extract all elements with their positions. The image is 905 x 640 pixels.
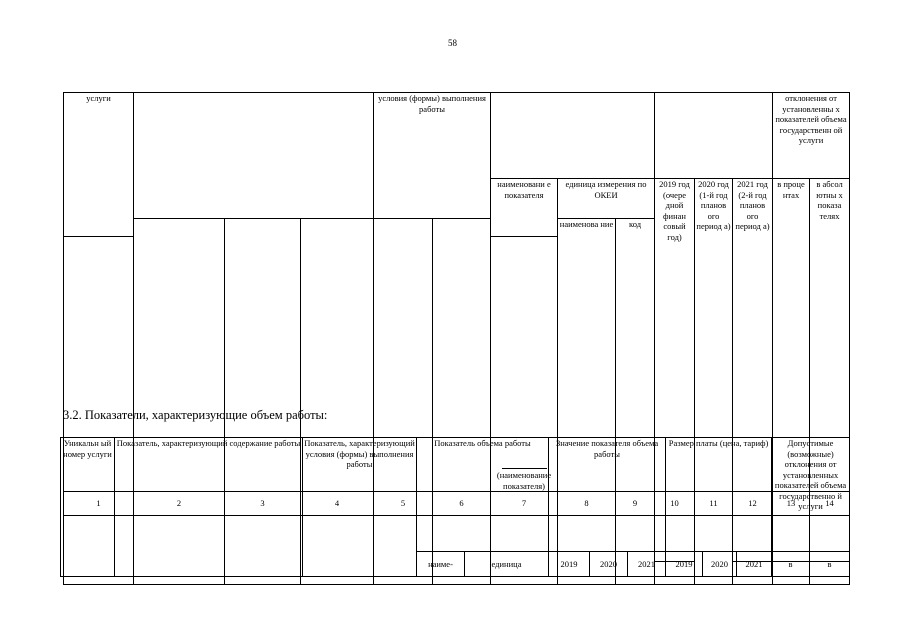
header-unit-code: код [616, 219, 655, 492]
section-title: 3.2. Показатели, характеризующие объем работы: [63, 408, 328, 422]
subheader-2020b: 2020 [703, 552, 737, 577]
header-value: Значение показателя объема работы [549, 438, 666, 552]
col-num-3: 3 [225, 492, 301, 516]
subheader-unit: единица [465, 552, 549, 577]
subheader-2-text: (наименование показателя) [496, 470, 552, 491]
col-num-1: 1 [64, 492, 134, 516]
header-indicator-name: наименовани е показателя [491, 179, 558, 237]
header-values-group [655, 93, 773, 179]
work-volume-table [60, 437, 850, 577]
subheader-2021b: 2021 [737, 552, 772, 577]
header-unit-name: наименова ние [558, 219, 616, 492]
header-2021: 2021 год (2-й год планов ого период а) [733, 179, 773, 492]
header-indicator-group [491, 93, 655, 179]
col-num-6: 6 [433, 492, 491, 516]
header-service: услуги [64, 93, 134, 237]
col-num-10: 10 [655, 492, 695, 516]
col-num-7: 7 [491, 492, 558, 516]
page-number: 58 [448, 38, 457, 48]
col-num-14: 14 [810, 492, 850, 516]
col-num-8: 8 [558, 492, 616, 516]
subheader-name: наиме- [417, 552, 465, 577]
header-content-group [134, 93, 374, 219]
header-conditions: условия (формы) выполнения работы [374, 93, 491, 219]
col-num-4: 4 [301, 492, 374, 516]
subheader-2019a: 2019 [549, 552, 590, 577]
header-percent: в проце нтах [773, 179, 810, 492]
subheader-v2: в [810, 552, 850, 577]
header-absolute: в абсол ютны х показа телях [810, 179, 850, 492]
col-num-9: 9 [616, 492, 655, 516]
subheader-2019b: 2019 [666, 552, 703, 577]
col-num-12: 12 [733, 492, 773, 516]
header-deviations: отклонения от установленны х показателей объема государственн ой услуги [773, 93, 850, 179]
col-num-11: 11 [695, 492, 733, 516]
header-conditions: Показатель, характеризующий условия (формы) выполнения работы [303, 438, 417, 577]
col-num-13: 13 [773, 492, 810, 516]
header-2019: 2019 год (очере дной финан совый год) [655, 179, 695, 492]
header-2020: 2020 год (1-й год планов ого период а) [695, 179, 733, 492]
header-fee: Размер платы (цена, тариф) [666, 438, 772, 552]
subheader-v1: в [772, 552, 810, 577]
subheader-2021a: 2021 [628, 552, 666, 577]
subheader-2020a: 2020 [590, 552, 628, 577]
header-content: Показатель, характеризующий содержание работы [115, 438, 303, 577]
header-volume: Показатель объема работы [417, 438, 549, 552]
col-num-2: 2 [134, 492, 225, 516]
header-deviations: Допустимые (возможные) отклонения от установленных показателей объема государственно й услуги [772, 438, 850, 552]
col-num-5: 5 [374, 492, 433, 516]
header-unique-number: Уникальн ый номер услуги [61, 438, 115, 577]
header-unit: единица измерения по ОКЕИ [558, 179, 655, 219]
